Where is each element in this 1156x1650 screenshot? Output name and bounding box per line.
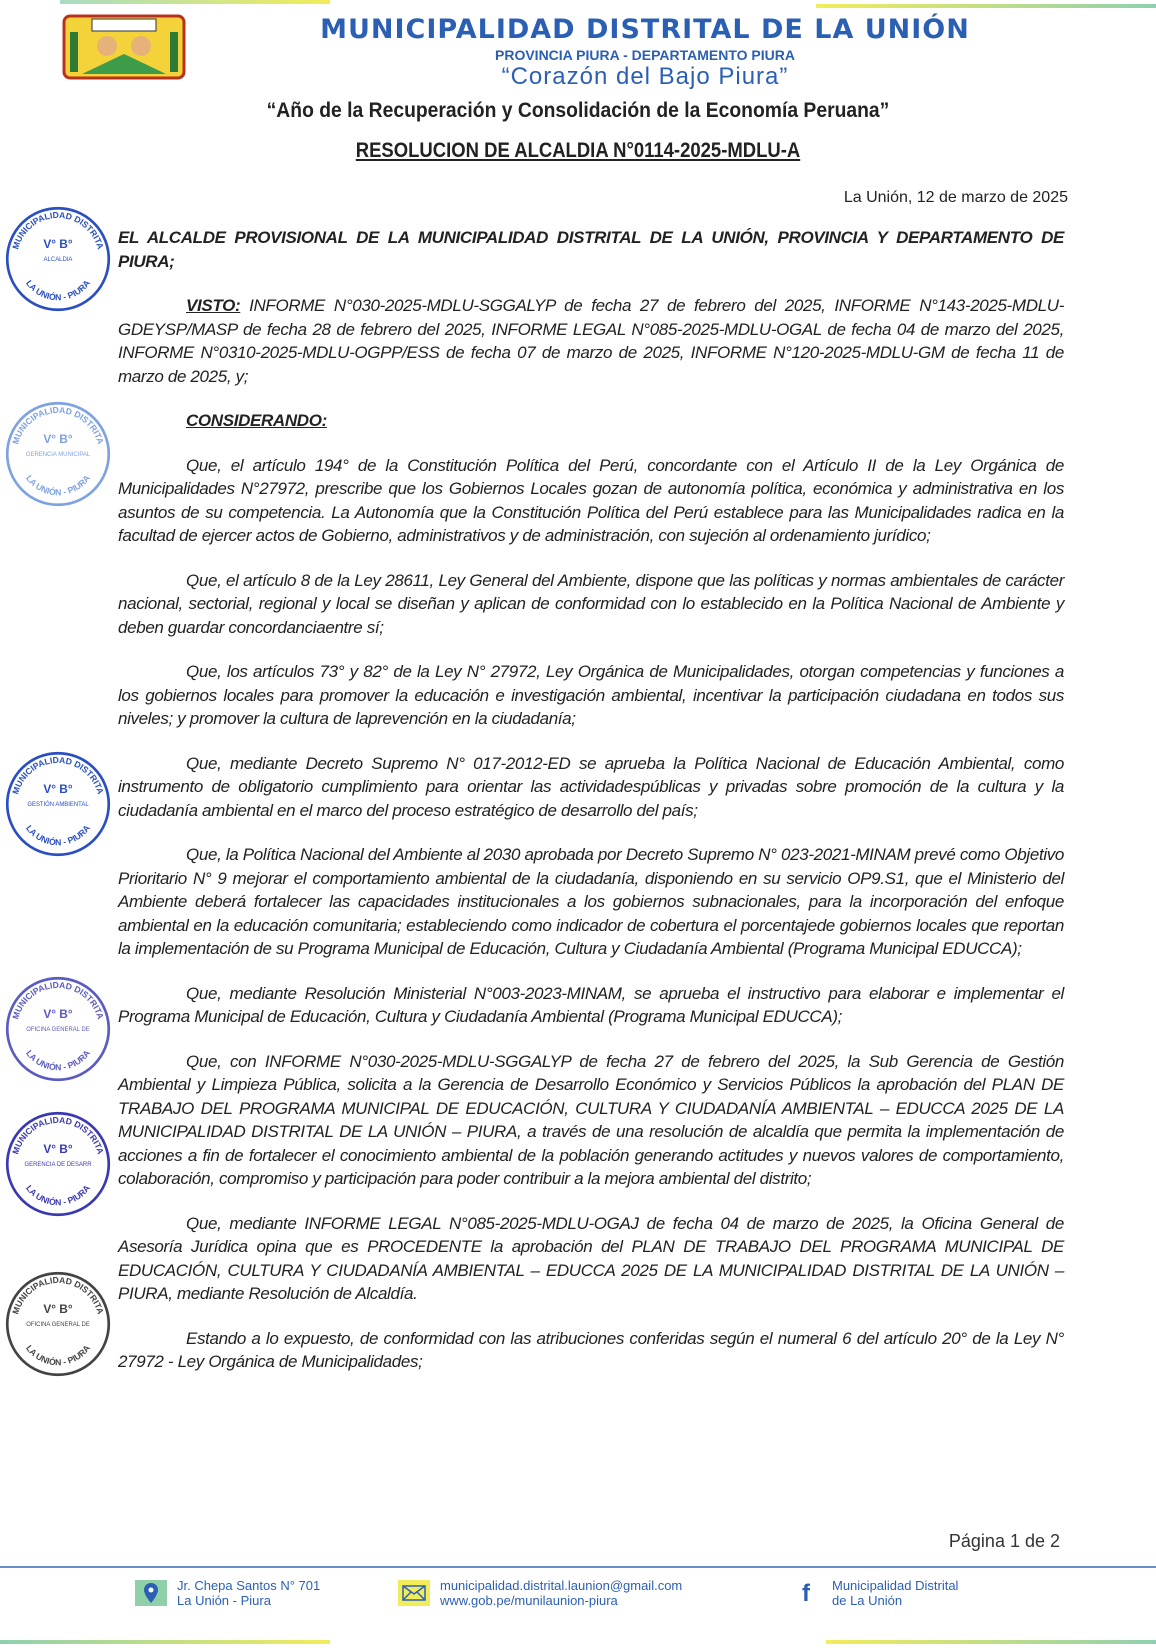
year-name: “Año de la Recuperación y Consolidación de la Economía Peruana” (266, 99, 890, 122)
document-body (118, 226, 1064, 1395)
institution-title: MUNICIPALIDAD DISTRITAL DE LA UNIÓN (320, 14, 970, 45)
svg-text:MUNICIPALIDAD DISTRITA: MUNICIPALIDAD DISTRITA (10, 1114, 106, 1156)
svg-text:LA UNIÓN - PIURA: LA UNIÓN - PIURA (24, 473, 92, 498)
municipal-crest-logo (62, 14, 186, 80)
paragraph: Que, el artículo 194° de la Constitución Política del Perú, concordante con el Artículo II de la Ley Orgánica de Municipalidades N°27972, prescribe que los Gobiernos Locales gozan de autonomía política, económica y administrativa en los asuntos de su competencia. La Autonomía que la Constitución Política del Perú establece para las Municipalidades radica en la facultad de ejercer actos de Gobierno, administrativos y de administración, con sujeción al ordenamiento jurídico; (118, 455, 1064, 545)
svg-text:GESTIÓN AMBIENTAL: GESTIÓN AMBIENTAL (27, 802, 89, 809)
svg-text:LA UNIÓN - PIURA: LA UNIÓN - PIURA (24, 1048, 92, 1073)
paragraph: Que, mediante INFORME LEGAL N°085-2025-MDLU-OGAJ de fecha 04 de marzo de 2025, la Oficina General de Asesoría Jurídica opina que es PROCEDENTE la aprobación del PLAN DE TRABAJO DEL PROGRAMA MUNICIPAL DE EDUCACIÓN, CULTURA Y CIUDADANÍA AMBIENTAL – EDUCCA 2025 DE LA MUNICIPALIDAD DISTRITAL DE LA UNIÓN – PIURA, mediante Resolución de Alcaldía. (118, 1213, 1064, 1303)
footer-divider (0, 1566, 1156, 1568)
approval-stamp (4, 750, 112, 858)
considerando-heading (118, 409, 1064, 433)
svg-text:MUNICIPALIDAD DISTRITA: MUNICIPALIDAD DISTRITA (10, 1274, 106, 1316)
svg-text:V° B°: V° B° (43, 782, 73, 797)
svg-text:LA UNIÓN - PIURA: LA UNIÓN - PIURA (24, 1343, 92, 1368)
approval-stamp (4, 1110, 112, 1218)
svg-text:V° B°: V° B° (43, 1142, 73, 1157)
svg-text:MUNICIPALIDAD DISTRITA: MUNICIPALIDAD DISTRITA (10, 404, 106, 446)
facebook-icon: f (802, 1579, 810, 1607)
svg-text:V° B°: V° B° (43, 432, 73, 447)
envelope-icon (398, 1580, 430, 1606)
svg-text:OFICINA GENERAL DE: OFICINA GENERAL DE (26, 1027, 90, 1034)
footer-contact (398, 1578, 682, 1608)
svg-text:MUNICIPALIDAD DISTRITA: MUNICIPALIDAD DISTRITA (10, 754, 106, 796)
decor-band (826, 1640, 1156, 1644)
considerando-label: CONSIDERANDO: (186, 411, 327, 430)
facebook-link[interactable]: de La Unión (832, 1593, 903, 1608)
decor-band (60, 0, 330, 4)
svg-text:LA UNIÓN - PIURA: LA UNIÓN - PIURA (24, 1183, 92, 1208)
svg-text:MUNICIPALIDAD DISTRITA: MUNICIPALIDAD DISTRITA (10, 209, 106, 251)
footer-facebook (790, 1578, 958, 1608)
decor-band (0, 1640, 330, 1644)
paragraph: Que, el artículo 8 de la Ley 28611, Ley General del Ambiente, dispone que las políticas y normas ambientales de carácter nacional, sectorial, regional y local se diseñan y aplican de conformidad con lo establecido en la Política Nacional de Ambiente y deben guardar concordanciaentre sí; (118, 570, 1064, 637)
svg-text:V° B°: V° B° (43, 1007, 73, 1022)
svg-text:MUNICIPALIDAD DISTRITA: MUNICIPALIDAD DISTRITA (10, 979, 106, 1021)
website-link[interactable]: www.gob.pe/munilaunion-piura (440, 1593, 618, 1608)
footer-address (135, 1578, 320, 1608)
approval-stamp (4, 400, 112, 508)
paragraph: Estando a lo expuesto, de conformidad con las atribuciones conferidas según el numeral 6 del artículo 20° de la Ley N° 27972 - Ley Orgánica de Municipalidades; (118, 1328, 1064, 1371)
facebook-link[interactable]: Municipalidad Distrital (832, 1578, 959, 1593)
approval-stamp (4, 1270, 112, 1378)
visto-paragraph (118, 294, 1064, 388)
svg-text:V° B°: V° B° (43, 1302, 73, 1317)
svg-text:ALCALDIA: ALCALDIA (43, 257, 73, 264)
address-line: Jr. Chepa Santos N° 701 (177, 1578, 321, 1593)
document-date: La Unión, 12 de marzo de 2025 (843, 189, 1068, 206)
address-line: La Unión - Piura (177, 1593, 271, 1608)
svg-text:V° B°: V° B° (43, 237, 73, 252)
resolution-number: RESOLUCION DE ALCALDIA N°0114-2025-MDLU-A (355, 139, 801, 162)
paragraph: Que, los artículos 73° y 82° de la Ley N° 27972, Ley Orgánica de Municipalidades, otorgan competencias y funciones a los gobiernos locales para promover la educación e investigación ambiental, incentivar la participación ciudadana en todos sus niveles; y promover la cultura de laprevención en la ciudadanía; (118, 662, 1064, 728)
approval-stamp (4, 975, 112, 1083)
approval-stamp (4, 205, 112, 313)
visto-text: INFORME N°030-2025-MDLU-SGGALYP de fecha 27 de febrero del 2025, INFORME N°143-2025-MDLU-GDEYSP/MASP de fecha 28 de febrero del 2025, INFORME LEGAL N°085-2025-MDLU-OGAL de fecha 04 de marzo del 2025, INFORME N°0310-2025-MDLU-OGPP/ESS de fecha 07 de marzo de 2025, INFORME N°120-2025-MDLU-GM de fecha 11 de marzo de 2025, y; (118, 296, 1064, 386)
paragraph: Que, mediante Decreto Supremo N° 017-2012-ED se aprueba la Política Nacional de Educación Ambiental, como instrumento de obligatorio cumplimiento para orientar las actividadespúblicas y privadas sobre promoción de la cultura y la ciudadanía ambiental en el marco del proceso estratégico de desarrollo del país; (118, 753, 1064, 820)
paragraph: Que, mediante Resolución Ministerial N°003-2023-MINAM, se aprueba el instructivo para elaborar e implementar el Programa Municipal de Educación, Cultura y Ciudadanía Ambiental (Programa Municipal EDUCCA); (118, 983, 1064, 1026)
email-link[interactable]: municipalidad.distrital.launion@gmail.com (440, 1578, 683, 1593)
institution-subtitle: PROVINCIA PIURA - DEPARTAMENTO PIURA (495, 47, 795, 63)
addressee: EL ALCALDE PROVISIONAL DE LA MUNICIPALIDAD DISTRITAL DE LA UNIÓN, PROVINCIA Y DEPARTAMENTO DE PIURA; (118, 228, 1064, 271)
svg-text:OFICINA GENERAL DE: OFICINA GENERAL DE (26, 1322, 90, 1329)
svg-text:LA UNIÓN - PIURA: LA UNIÓN - PIURA (24, 823, 92, 848)
location-pin-icon (135, 1580, 167, 1606)
svg-text:GERENCIA MUNICIPAL: GERENCIA MUNICIPAL (25, 452, 91, 459)
page-number: Página 1 de 2 (948, 1531, 1060, 1551)
svg-text:GERENCIA DE DESARR: GERENCIA DE DESARR (24, 1162, 92, 1169)
decor-band (816, 4, 1156, 8)
paragraph: Que, la Política Nacional del Ambiente al 2030 aprobada por Decreto Supremo N° 023-2021-MINAM prevé como Objetivo Prioritario N° 9 mejorar el comportamiento ambiental de la ciudadanía, disponiendo en su servicio OP9.S1, que el Ministerio del Ambiente deberá fortalecer las capacidades institucionales a los gobiernos subnacionales, para la incorporación del enfoque ambiental en la educación comunitaria; estableciendo como indicador de cobertura el porcentajede gobiernos locales que reportan la implementación de su Programa Municipal de Educación, Cultura y Ciudadanía Ambiental (Programa Municipal EDUCCA); (118, 845, 1064, 958)
institution-motto: “Corazón del Bajo Piura” (501, 63, 789, 90)
visto-label: VISTO: (186, 296, 241, 315)
svg-text:LA UNIÓN - PIURA: LA UNIÓN - PIURA (24, 278, 92, 303)
paragraph: Que, con INFORME N°030-2025-MDLU-SGGALYP de fecha 27 de febrero del 2025, la Sub Gerencia de Gestión Ambiental y Limpieza Pública, solicita a la Gerencia de Desarrollo Económico y Servicios Públicos la aprobación del PLAN DE TRABAJO DEL PROGRAMA MUNICIPAL DE EDUCACIÓN, CULTURA Y CIUDADANÍA AMBIENTAL – EDUCCA 2025 DE LA MUNICIPALIDAD DISTRITAL DE LA UNIÓN – PIURA, a través de una resolución de alcaldía que permita la implementación de acciones a fin de fortalecer el conocimiento ambiental de la población generando actitudes y nuevos valores de comportamiento, colaboración, compromiso y participación para poder contribuir a la mejora ambiental del distrito; (118, 1051, 1064, 1188)
